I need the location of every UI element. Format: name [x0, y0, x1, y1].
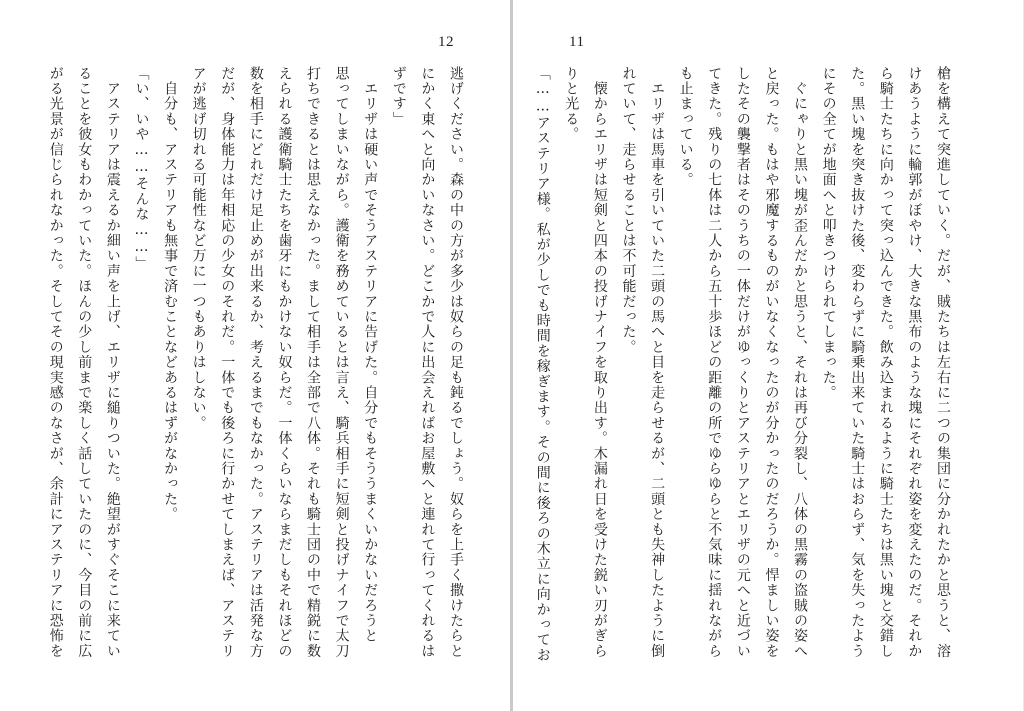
right-page [513, 0, 1023, 711]
text-line: ずです」 [390, 66, 407, 127]
text-line: アが逃げ切れる可能性など万に一つもありはしない。 [190, 66, 207, 431]
text-line: てきた。残りの七体は二人から五十歩ほどの距離の所でゆらゆらと不気味に揺れながら [706, 66, 723, 659]
text-line: エリザは馬車を引いていた二頭の馬へと目を走らせるが、二頭とも失神したように倒 [649, 66, 666, 659]
text-line: ぐにゃりと黒い塊が歪んだかと思うと、それは再び分裂し、八体の黒霧の盗賊の姿へ [792, 66, 809, 659]
text-line: と戻った。もはや邪魔するものがいなくなったのが分かったのだろうか。悍ましい姿を [763, 66, 780, 659]
text-line: えられる護衛騎士たちを歯牙にもかけない奴らだ。一体くらいならまだしもそれほどの [276, 66, 293, 659]
text-line: 自分も、アステリアも無事で済むことなどあるはずがなかった。 [162, 66, 179, 522]
text-line: 数を相手にどれだけ足止めが出来るか、考えるまでもなかった。アステリアは活発な方 [247, 66, 264, 659]
text-line: にかく東へと向かいなさい。どこかで人に出会えればお屋敷へと連れて行ってくれるは [419, 66, 436, 659]
text-line: エリザは硬い声でそうアステリアに告げた。自分でもそううまくいかないだろうと [362, 66, 379, 644]
text-line: 思ってしまいながら。護衛を務めているとは言え、騎兵相手に短剣と投げナイフで太刀 [333, 66, 350, 659]
text-line: れていて、走らせることは不可能だった。 [620, 66, 637, 355]
text-line: 「い、いや……そんな……」 [133, 66, 150, 272]
text-line: 逃げください。森の中の方が多少は奴らの足も鈍るでしょう。奴らを上手く撒けたらと [448, 66, 464, 659]
left-page [0, 0, 510, 711]
page-number-right: 11 [569, 34, 585, 50]
right-page-text [534, 66, 957, 682]
text-line: にその全てが地面へと叩きつけられてしまった。 [820, 66, 837, 401]
text-line: も止まっている。 [677, 66, 694, 188]
text-line: ら騎士たちに向かって突っ込んできた。飲み込まれるように騎士たちは黒い塊と交錯し [877, 66, 894, 659]
text-line: ることを彼女もわかっていた。ほんの少し前まで楽しく話していたのに、今目の前に広 [76, 66, 93, 659]
left-page-text [47, 66, 470, 682]
text-line: がる光景が信じられなかった。そしてその現実感のなさが、余計にアステリアに恐怖を [47, 66, 64, 659]
text-line: けあうように輪郭がぼやけ、大きな黒布のような塊にそれぞれ姿を変えたのだ。それか [906, 66, 923, 659]
text-line: アステリアは震えるか細い声を上げ、エリザに縋りついた。絶望がすぐそこに来てい [104, 66, 121, 659]
text-line: た。黒い塊を突き抜けた後、変わらずに騎乗出来ていた騎士はおらず、気を失ったよう [849, 66, 866, 659]
text-line: りと光る。 [563, 66, 580, 142]
text-line: したその襲撃者はそのうちの一体だけがゆっくりとアステリアとエリザの元へと近づい [734, 66, 751, 659]
page-number-left: 12 [438, 34, 454, 50]
text-line: 槍を構えて突進していく。だが、賊たちは左右に二つの集団に分かれたかと思うと、溶 [935, 66, 951, 659]
text-line: 「……アステリア様。私が少しでも時間を稼ぎます。その間に後ろの木立に向かってお [534, 66, 551, 663]
text-line: だが、身体能力は年相応の少女のそれだ。一体でも後ろに行かせてしまえば、アステリ [219, 66, 236, 659]
text-line: 打ちできるとは思えなかった。まして相手は全部で八体。それも騎士団の中で精鋭に数 [305, 66, 322, 659]
text-line: 懐からエリザは短剣と四本の投げナイフを取り出す。木漏れ日を受けた鋭い刃がぎら [591, 66, 608, 659]
